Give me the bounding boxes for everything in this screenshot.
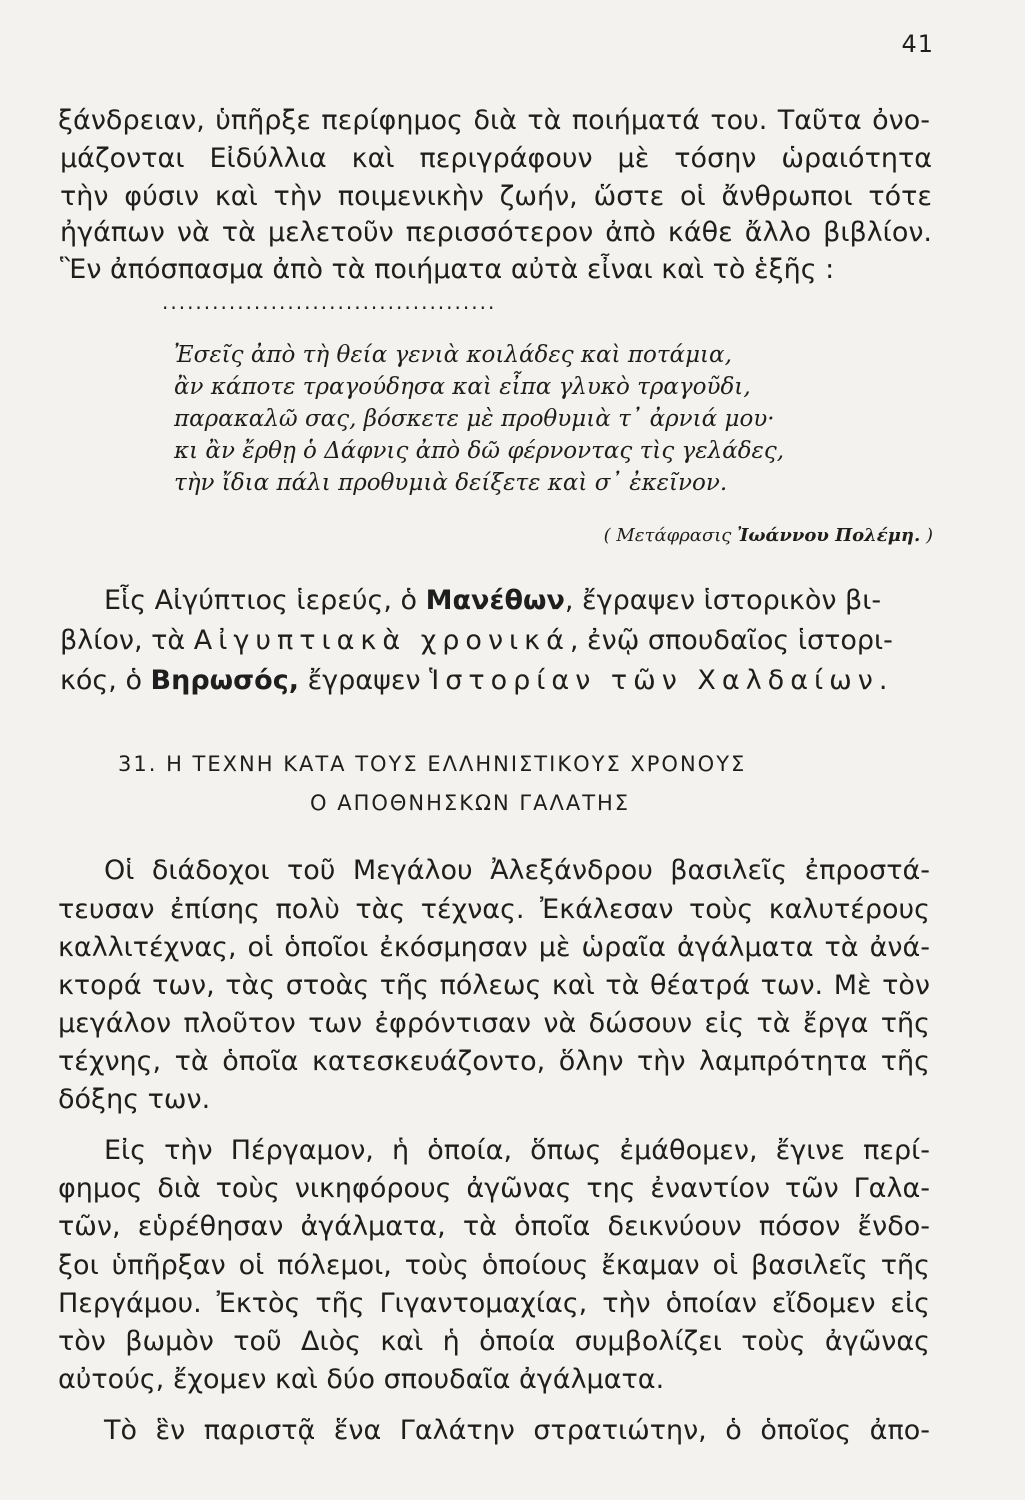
poem-line: κι ἂν ἔρθῃ ὁ Δάφνις ἀπὸ δῶ φέρνοντας τὶς γελάδες, (174, 438, 785, 464)
text-run: ἔγραψεν (298, 665, 430, 696)
text-line: Περγάμου. Ἐκτὸς τῆς Γιγαντομαχίας, τὴν ὁποίαν εἴδομεν εἰς (58, 1288, 930, 1319)
text-run: Εἷς Αἰγύπτιος ἱερεύς, ὁ (104, 585, 426, 616)
text-line: Ἓν ἀπόσπασμα ἀπὸ τὰ ποιήματα αὐτὰ εἶναι καὶ τὸ ἑξῆς : (60, 254, 835, 285)
section-title: 31. Η ΤΕΧΝΗ ΚΑΤΑ ΤΟΥΣ ΕΛΛΗΝΙΣΤΙΚΟΥΣ ΧΡΟΝΟΥΣ (118, 752, 747, 776)
text-line: ἠγάπων νὰ τὰ μελετοῦν περισσότερον ἀπὸ κάθε ἄλλο βιβλίον. (60, 217, 932, 248)
poem-line: Ἐσεῖς ἀπὸ τὴ θεία γενιὰ κοιλάδες καὶ ποτάμια, (174, 342, 732, 368)
translation-prefix: ( Μετάφρασις (603, 525, 738, 546)
section-subtitle: Ο ΑΠΟΘΝΗΣΚΩΝ ΓΑΛΑΤΗΣ (310, 791, 631, 815)
text-line: τὸν βωμὸν τοῦ Διὸς καὶ ἡ ὁποία συμβολίζει τοὺς ἀγῶνας (58, 1326, 930, 1357)
text-line: Εἰς τὴν Πέργαμον, ἡ ὁποία, ὅπως ἐμάθομεν, ἔγινε περί- (104, 1135, 930, 1166)
text-line (60, 664, 893, 698)
text-line: τὴν φύσιν καὶ τὴν ποιμενικὴν ζωήν, ὥστε οἱ ἄνθρωποι τότε (60, 181, 932, 212)
text-line (104, 584, 881, 618)
text-line: ξοι ὑπῆρξαν οἱ πόλεμοι, τοὺς ὁποίους ἔκαμαν οἱ βασιλεῖς τῆς (58, 1250, 930, 1281)
poem-line: παρακαλῶ σας, βόσκετε μὲ προθυμιὰ τ᾽ ἀρνιά μου· (174, 406, 775, 432)
translator-name: Ἰωάννου Πολέμη. (737, 525, 921, 546)
text-line: τῶν, εὑρέθησαν ἀγάλματα, τὰ ὁποῖα δεικνύουν πόσον ἔνδο- (58, 1211, 930, 1242)
text-line: ξάνδρειαν, ὑπῆρξε περίφημος διὰ τὰ ποιήματά του. Ταῦτα ὀνο- (58, 105, 930, 136)
title-historia: Ἱστορίαν τῶν Χαλδαίων. (429, 665, 894, 696)
title-aigyptiaka: Αἰγυπτιακὰ χρονικά (193, 625, 570, 656)
name-manetho: Μανέθων (425, 585, 565, 616)
text-run: , ἐνῷ σπουδαῖος ἱστορι- (569, 625, 893, 656)
text-line: φημος διὰ τοὺς νικηφόρους ἀγῶνας της ἐναντίον τῶν Γαλα- (58, 1173, 930, 1204)
text-line: μεγάλον πλοῦτον των ἐφρόντισαν νὰ δώσουν εἰς τὰ ἔργα τῆς (58, 1008, 930, 1039)
text-line (60, 624, 893, 658)
poem-line: τὴν ἴδια πάλι προθυμιὰ δείξετε καὶ σ᾽ ἐκεῖνον. (174, 470, 728, 496)
text-run: βλίον, τὰ (60, 625, 194, 656)
text-run: κός, ὁ (60, 665, 151, 696)
text-line: δόξης των. (58, 1084, 211, 1115)
text-line: τευσαν ἐπίσης πολὺ τὰς τέχνας. Ἐκάλεσαν τοὺς καλυτέρους (58, 894, 930, 925)
text-line: τέχνης, τὰ ὁποῖα κατεσκευάζοντο, ὅλην τὴν λαμπρότητα τῆς (58, 1046, 930, 1077)
translation-credit (604, 525, 933, 546)
text-line: καλλιτέχνας, οἱ ὁποῖοι ἐκόσμησαν μὲ ὡραῖα ἀγάλματα τὰ ἀνά- (58, 932, 930, 963)
text-line: Οἱ διάδοχοι τοῦ Μεγάλου Ἀλεξάνδρου βασιλεῖς ἐπροστά- (104, 855, 930, 886)
text-run: , ἔγραψεν ἱστορικὸν βι- (564, 585, 882, 616)
ellipsis-separator: ........................................ (162, 290, 497, 314)
name-berossos: Βηρωσός, (150, 665, 299, 696)
text-line: κτορά των, τὰς στοὰς τῆς πόλεως καὶ τὰ θέατρά των. Μὲ τὸν (58, 970, 930, 1001)
text-line: μάζονται Εἰδύλλια καὶ περιγράφουν μὲ τόσην ὡραιότητα (60, 143, 932, 174)
poem-line: ἂν κάποτε τραγούδησα καὶ εἶπα γλυκὸ τραγοῦδι, (174, 374, 751, 400)
text-line: αὐτούς, ἔχομεν καὶ δύο σπουδαῖα ἀγάλματα. (58, 1364, 665, 1395)
translation-suffix: ) (920, 525, 933, 546)
text-line: Τὸ ἓν παριστᾷ ἕνα Γαλάτην στρατιώτην, ὁ ὁποῖος ἀπο- (104, 1415, 930, 1446)
page-number: 41 (901, 30, 934, 58)
